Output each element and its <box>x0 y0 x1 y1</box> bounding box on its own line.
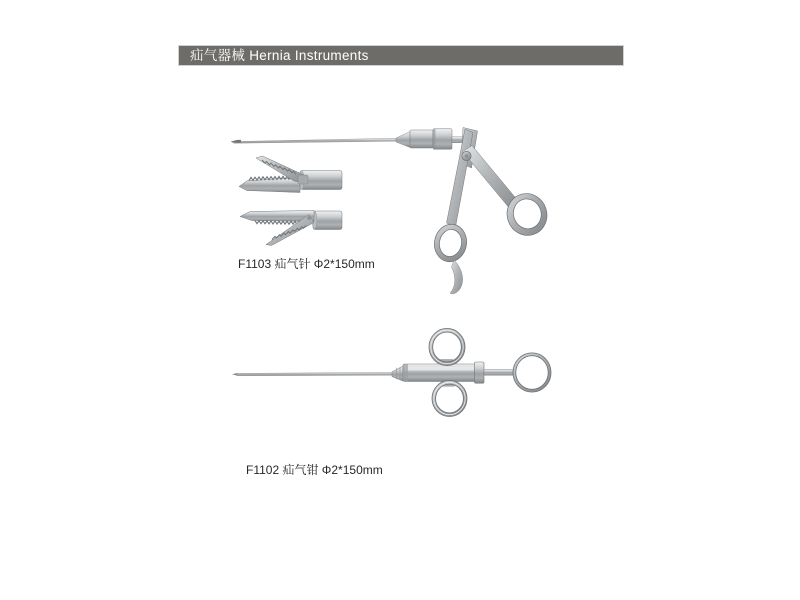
product-caption-f1102: F1102 疝气钳 Φ2*150mm <box>246 463 383 477</box>
hernia-forceps-illustration <box>225 326 560 421</box>
scissor-handle <box>431 128 552 294</box>
needle-shaft <box>231 138 396 143</box>
forceps-shaft <box>232 372 395 376</box>
needle-hub <box>396 129 465 149</box>
barrel-flange <box>475 362 485 383</box>
jaw-detail-open-down <box>240 211 342 246</box>
hernia-needle-illustration <box>225 115 555 300</box>
thumb-ring <box>513 353 551 392</box>
section-title: 疝气器械 Hernia Instruments <box>190 48 369 63</box>
jaw-detail-open-up <box>239 156 342 193</box>
product-caption-f1103: F1103 疝气针 Φ2*150mm <box>238 257 375 271</box>
finger-hook <box>450 260 463 294</box>
left-finger-ring <box>431 222 469 265</box>
section-header-bar <box>178 45 624 66</box>
plunger-rod <box>484 370 513 376</box>
